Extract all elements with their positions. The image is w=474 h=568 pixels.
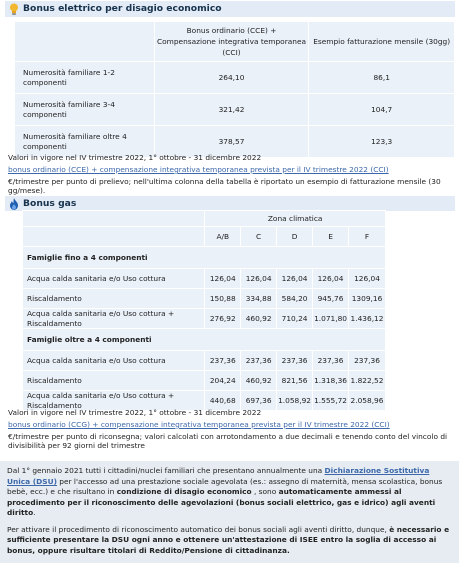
cell-value: 1.058,92 bbox=[277, 391, 313, 411]
row-label: Numerosità familiare oltre 4 componenti bbox=[15, 126, 155, 158]
row-label: Riscaldamento bbox=[23, 371, 205, 391]
gas-corner-cell-2 bbox=[23, 227, 205, 247]
cell-value: 440,68 bbox=[205, 391, 241, 411]
cell-value: 697,36 bbox=[241, 391, 277, 411]
zone-f: F bbox=[349, 227, 386, 247]
row-label: Riscaldamento bbox=[23, 289, 205, 309]
electric-title: Bonus elettrico per disagio economico bbox=[23, 3, 222, 15]
cell-value: 2.058,96 bbox=[349, 391, 386, 411]
example-value: 86,1 bbox=[309, 62, 455, 94]
info-bold: automaticamente ammessi al procedimento per il riconoscimento delle agevolazioni (bonus sociali elettrico, gas e idrico) agli aventi diritto bbox=[7, 487, 436, 518]
cell-value: 126,04 bbox=[205, 269, 241, 289]
electric-link[interactable]: bonus ordinario (CCE) + compensazione integrativa temporanea prevista per il IV trimestre 2022 (CCI) bbox=[8, 165, 389, 174]
cell-value: 1.555,72 bbox=[313, 391, 349, 411]
table-row bbox=[23, 269, 386, 289]
electric-col-bonus-line2: Compensazione integrativa temporanea (CCI) bbox=[156, 36, 307, 58]
zone-ab: A/B bbox=[205, 227, 241, 247]
example-value: 123,3 bbox=[309, 126, 455, 158]
bonus-value: 264,10 bbox=[154, 62, 309, 94]
electric-footnote: €/trimestre per punto di prelievo; nell'ultima colonna della tabella è riportato un esempio di fatturazione mensile (30 gg/mese). bbox=[8, 177, 441, 196]
cell-value: 237,36 bbox=[205, 351, 241, 371]
zone-c: C bbox=[241, 227, 277, 247]
electric-col-bonus bbox=[154, 22, 309, 62]
info-text: Dal 1° gennaio 2021 tutti i cittadini/nuclei familiari che presentano annualmente una bbox=[7, 466, 325, 475]
cell-value: 237,36 bbox=[349, 351, 386, 371]
electric-validity: Valori in vigore nel IV trimestre 2022, 1° ottobre - 31 dicembre 2022 bbox=[8, 153, 262, 162]
info-text: . bbox=[33, 508, 36, 518]
electric-section-header bbox=[5, 1, 455, 17]
cell-value: 710,24 bbox=[277, 309, 313, 329]
info-bold: condizione di disagio economico bbox=[116, 487, 252, 497]
info-box bbox=[0, 461, 459, 563]
cell-value: 1.071,80 bbox=[313, 309, 349, 329]
zone-d: D bbox=[277, 227, 313, 247]
cell-value: 1309,16 bbox=[349, 289, 386, 309]
electric-col-bonus-line1: Bonus ordinario (CCE) + bbox=[186, 25, 277, 35]
table-row bbox=[15, 94, 455, 126]
bonus-value: 378,57 bbox=[154, 126, 309, 158]
group-heading-1: Famiglie fino a 4 componenti bbox=[23, 247, 386, 269]
info-text: per l'accesso ad una prestazione sociale agevolata (es.: assegno di maternità, mensa scolastica, bonus bebè, ecc.) e che risultano in bbox=[7, 476, 443, 497]
row-label: Acqua calda sanitaria e/o Uso cottura + Riscaldamento bbox=[23, 391, 205, 411]
cell-value: 126,04 bbox=[349, 269, 386, 289]
row-label: Acqua calda sanitaria e/o Uso cottura + Riscaldamento bbox=[23, 309, 205, 329]
electric-corner-cell bbox=[15, 22, 155, 62]
cell-value: 584,20 bbox=[277, 289, 313, 309]
info-text: , sono bbox=[251, 487, 279, 497]
cell-value: 237,36 bbox=[241, 351, 277, 371]
gas-title: Bonus gas bbox=[23, 197, 77, 209]
cell-value: 237,36 bbox=[313, 351, 349, 371]
zone-header: Zona climatica bbox=[205, 211, 386, 227]
cell-value: 460,92 bbox=[241, 309, 277, 329]
row-label: Numerosità familiare 3-4 componenti bbox=[15, 94, 155, 126]
cell-value: 126,04 bbox=[313, 269, 349, 289]
row-label: Acqua calda sanitaria e/o Uso cottura bbox=[23, 351, 205, 371]
cell-value: 945,76 bbox=[313, 289, 349, 309]
zone-e: E bbox=[313, 227, 349, 247]
cell-value: 1.822,52 bbox=[349, 371, 386, 391]
cell-value: 460,92 bbox=[241, 371, 277, 391]
gas-section-header bbox=[5, 196, 455, 211]
gas-validity: Valori in vigore nel IV trimestre 2022, 1° ottobre - 31 dicembre 2022 bbox=[8, 408, 262, 417]
table-row bbox=[15, 62, 455, 94]
table-row bbox=[23, 289, 386, 309]
gas-bonus-table bbox=[22, 210, 386, 411]
cell-value: 126,04 bbox=[241, 269, 277, 289]
cell-value: 276,92 bbox=[205, 309, 241, 329]
table-row bbox=[23, 309, 386, 329]
group-heading-2: Famiglie oltre a 4 componenti bbox=[23, 329, 386, 351]
info-bold: è necessario e sufficiente presentare la DSU ogni anno e ottenere un'attestazione di ISEE entro la soglia di accesso ai bonus, oppure risultare titolari di Reddito/Pensione di cittadinanza. bbox=[7, 524, 450, 555]
info-text: Per attivare il procedimento di riconoscimento automatico dei bonus sociali agli aventi diritto, dunque, bbox=[7, 524, 390, 534]
cell-value: 334,88 bbox=[241, 289, 277, 309]
electric-bonus-table bbox=[14, 21, 455, 158]
table-row bbox=[23, 351, 386, 371]
cell-value: 237,36 bbox=[277, 351, 313, 371]
row-label: Acqua calda sanitaria e/o Uso cottura bbox=[23, 269, 205, 289]
row-label: Numerosità familiare 1-2 componenti bbox=[15, 62, 155, 94]
gas-footnote: €/trimestre per punto di riconsegna; valori calcolati con arrotondamento a due decimali e tenendo conto del vincolo di divisibilità per 92 giorni del trimestre bbox=[8, 432, 448, 451]
cell-value: 150,88 bbox=[205, 289, 241, 309]
cell-value: 126,04 bbox=[277, 269, 313, 289]
electric-col-example: Esempio fatturazione mensile (30gg) bbox=[309, 22, 455, 62]
example-value: 104,7 bbox=[309, 94, 455, 126]
info-paragraph-2 bbox=[7, 525, 454, 557]
gas-link[interactable]: bonus ordinario (CCG) + compensazione integrativa temporanea prevista per il IV trimestre 2022 (CCI) bbox=[8, 420, 390, 429]
cell-value: 821,56 bbox=[277, 371, 313, 391]
cell-value: 204,24 bbox=[205, 371, 241, 391]
table-row bbox=[23, 371, 386, 391]
gas-corner-cell bbox=[23, 211, 205, 227]
bonus-value: 321,42 bbox=[154, 94, 309, 126]
cell-value: 1.436,12 bbox=[349, 309, 386, 329]
dsu-link-text: Dichiarazione Sostitutiva Unica (DSU) bbox=[7, 466, 430, 486]
lightbulb-icon bbox=[9, 3, 19, 15]
info-paragraph-1 bbox=[7, 466, 454, 519]
flame-icon bbox=[9, 198, 19, 210]
cell-value: 1.318,36 bbox=[313, 371, 349, 391]
